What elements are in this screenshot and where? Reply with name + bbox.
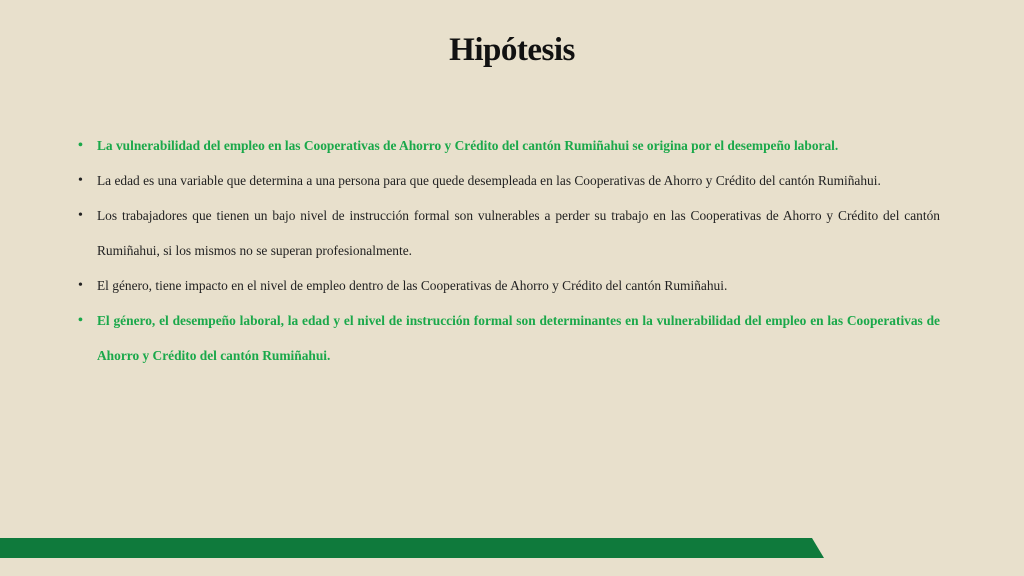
slide-title: Hipótesis [449, 32, 575, 68]
bullet-text: El género, el desempeño laboral, la edad y el nivel de instrucción formal son determinantes en la vulnerabilidad del empleo en las Cooperativas de Ahorro y Crédito del cantón Rumiñahui. [97, 313, 940, 363]
bullet-text: Los trabajadores que tienen un bajo nivel de instrucción formal son vulnerables a perder su trabajo en las Cooperativas de Ahorro y Crédito del cantón Rumiñahui, si los mismos no se superan profesionalmente. [97, 208, 940, 258]
bullet-icon: • [78, 173, 83, 188]
bullet-text: El género, tiene impacto en el nivel de empleo dentro de las Cooperativas de Ahorro y Crédito del cantón Rumiñahui. [97, 278, 728, 293]
bullet-list [78, 128, 940, 373]
bullet-item [78, 163, 940, 198]
footer-decorative-bar [0, 538, 824, 558]
bullet-icon: • [78, 278, 83, 293]
bullet-icon: • [78, 208, 83, 223]
bullet-item [78, 128, 940, 163]
bullet-item [78, 198, 940, 268]
bullet-item [78, 268, 940, 303]
bullet-item [78, 303, 940, 373]
bullet-icon: • [78, 313, 83, 328]
bullet-text: La vulnerabilidad del empleo en las Cooperativas de Ahorro y Crédito del cantón Rumiñahui se origina por el desempeño laboral. [97, 138, 839, 153]
bullet-text: La edad es una variable que determina a una persona para que quede desempleada en las Cooperativas de Ahorro y Crédito del cantón Rumiñahui. [97, 173, 881, 188]
bullet-icon: • [78, 138, 83, 153]
footer-bar-shape [0, 538, 824, 558]
